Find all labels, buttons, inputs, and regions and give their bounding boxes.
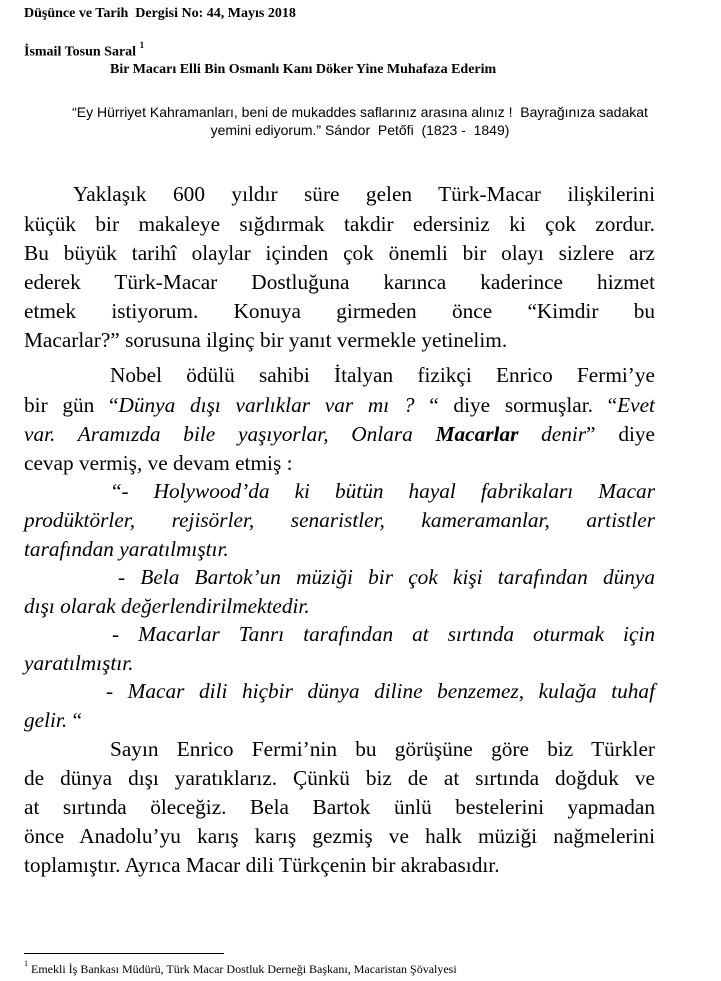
italic-run: yaratılmıştır.: [24, 651, 134, 675]
footnote-text: Emekli İş Bankası Müdürü, Türk Macar Dostluk Derneği Başkanı, Macaristan Şövalyesi: [28, 962, 457, 976]
text-run: “-: [112, 479, 154, 503]
italic-run: tarafından yaratılmıştır.: [24, 537, 229, 561]
italic-run: - Macarlar Tanrı tarafından at sırtında oturmak için: [112, 622, 655, 646]
italic-run: gelir.: [24, 708, 68, 732]
article-title: Bir Macarı Elli Bin Osmanlı Kanı Döker Yine Muhafaza Ederim: [110, 62, 497, 77]
body-line: de dünya dışı yaratıklarız. Çünkü biz de at sırtında doğduk ve: [24, 766, 655, 790]
epigraph-line-2: yemini ediyorum.” Sándor Petőfi (1823 - 1849): [210, 122, 510, 138]
quote-line: [24, 534, 655, 564]
bold-italic-run: Macarlar: [435, 422, 519, 446]
quote-line: [112, 476, 655, 506]
body-line: Sayın Enrico Fermi’nin bu görüşüne göre biz Türkler: [110, 737, 655, 761]
body-line: Bu büyük tarihî olaylar içinden çok önemli bir olayı sizlere arz: [24, 241, 655, 265]
author-footnote-mark: 1: [139, 40, 145, 50]
italic-run: dışı olarak değerlendirilmektedir.: [24, 594, 310, 618]
body-line: önce Anadolu’yu karış karış gezmiş ve halk müziği nağmelerini: [24, 824, 655, 848]
epigraph-line-1: “Ey Hürriyet Kahramanları, beni de mukaddes saflarınız arasına alınız ! Bayrağınıza sadakat: [72, 104, 648, 120]
italic-run: - Bela Bartok’un müziği bir çok kişi tarafından dünya: [118, 565, 655, 589]
footnote-divider: [24, 953, 224, 954]
body-line: at sırtında öleceğiz. Bela Bartok ünlü bestelerini yapmadan: [24, 795, 655, 819]
body-line: cevap vermiş, ve devam etmiş :: [24, 451, 293, 475]
footnote: [24, 961, 457, 977]
quote-line: [24, 591, 655, 621]
body-line: Macarlar?” sorusuna ilginç bir yanıt vermekle yetinelim.: [24, 328, 508, 352]
body-line: küçük bir makaleye sığdırmak takdir edersiniz ki çok zordur.: [24, 212, 655, 236]
italic-run: Holywood’da ki bütün hayal fabrikaları Macar: [153, 479, 655, 503]
journal-header: Düşünce ve Tarih Dergisi No: 44, Mayıs 2018: [24, 6, 296, 21]
body-line: Nobel ödülü sahibi İtalyan fizikçi Enrico Fermi’ye: [110, 363, 655, 387]
body-line: ederek Türk-Macar Dostluğuna karınca kaderince hizmet: [24, 270, 655, 294]
quote-line: [24, 705, 655, 735]
quote-line: [106, 676, 655, 706]
italic-run: denir: [518, 422, 587, 446]
body-line: [24, 419, 655, 449]
italic-run: var. Aramızda bile yaşıyorlar, Onlara: [24, 422, 436, 446]
author-name-text: İsmail Tosun Saral: [24, 44, 137, 60]
italic-run: Evet: [617, 393, 655, 417]
text-run: bir gün “: [24, 393, 119, 417]
italic-run: prodüktörler, rejisörler, senaristler, kameramanlar, artistler: [24, 508, 655, 532]
text-run: “: [67, 708, 82, 732]
italic-run: Dünya dışı varlıklar var mı ?: [118, 393, 415, 417]
quote-line: [112, 619, 655, 649]
quote-line: [118, 562, 655, 592]
author-name: [24, 42, 144, 61]
quote-line: [24, 505, 655, 535]
footnote-mark: 1: [24, 959, 28, 968]
text-run: “ diye sormuşlar. “: [414, 393, 618, 417]
text-run: ” diye: [586, 422, 655, 446]
italic-run: - Macar dili hiçbir dünya diline benzemez, kulağa tuhaf: [106, 679, 655, 703]
body-line: etmek istiyorum. Konuya girmeden önce “Kimdir bu: [24, 299, 655, 323]
body-line: toplamıştır. Ayrıca Macar dili Türkçenin bir akrabasıdır.: [24, 853, 500, 877]
body-line: [24, 390, 655, 420]
quote-line: [24, 648, 655, 678]
body-line: Yaklaşık 600 yıldır süre gelen Türk-Macar ilişkilerini: [73, 182, 655, 206]
